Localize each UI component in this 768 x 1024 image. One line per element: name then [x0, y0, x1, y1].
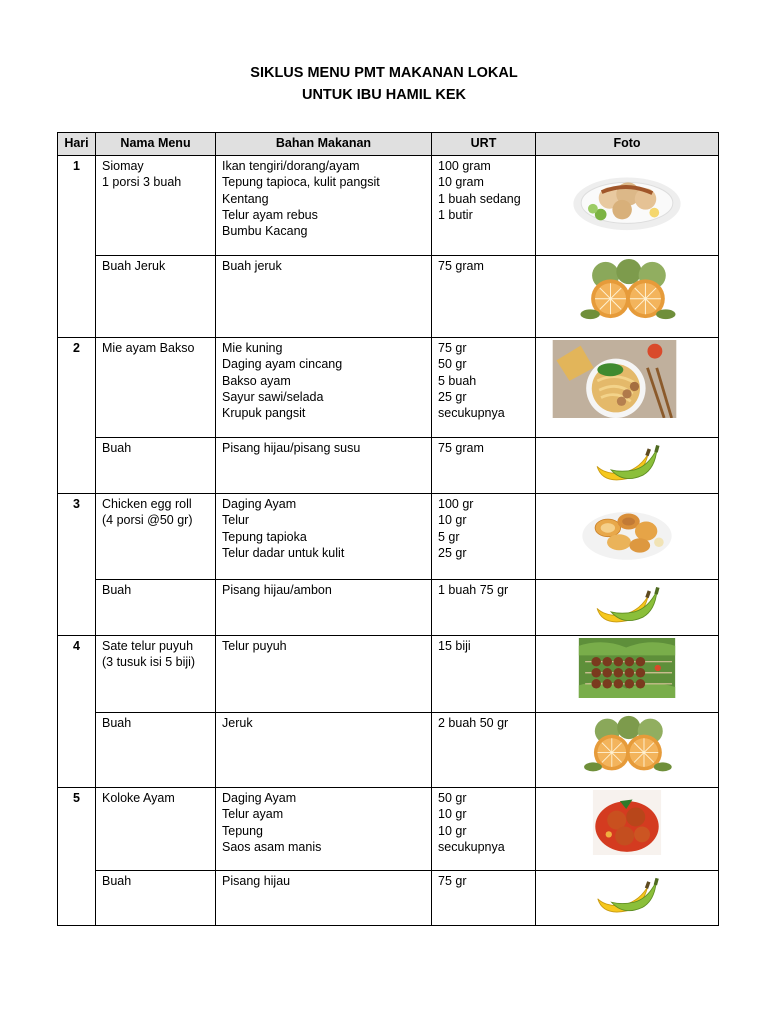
day-number: 1	[58, 156, 96, 338]
text-line: Tepung	[222, 823, 264, 838]
text-line: 10 gram	[438, 175, 484, 190]
menu-name-cell	[96, 871, 216, 926]
menu-name-cell	[96, 256, 216, 338]
table-row	[58, 871, 719, 926]
banana-photo	[542, 582, 712, 626]
table-header-row	[58, 133, 719, 156]
day-number: 5	[58, 788, 96, 926]
ingredients-cell	[216, 256, 432, 338]
menu-name-cell	[96, 788, 216, 871]
photo-cell	[536, 713, 719, 788]
koloke-photo	[542, 790, 712, 855]
day-number: 2	[58, 338, 96, 494]
banana-photo	[542, 873, 712, 916]
text-line: 1 buah sedang	[438, 191, 521, 206]
photo-cell	[536, 636, 719, 713]
header-urt: URT	[432, 133, 536, 156]
text-line: Daging ayam cincang	[222, 357, 343, 372]
text-line: Daging Ayam	[222, 497, 297, 511]
text-line: 15 biji	[438, 639, 471, 653]
text-line: Tepung tapioka	[222, 529, 307, 544]
text-line: Buah	[102, 583, 132, 597]
text-line: Krupuk pangsit	[222, 406, 306, 421]
photo-cell	[536, 871, 719, 926]
menu-name-cell	[96, 494, 216, 580]
text-line: Daging Ayam	[222, 791, 297, 805]
text-line: Siomay	[102, 159, 144, 173]
header-nama-menu: Nama Menu	[96, 133, 216, 156]
text-line: 5 gr	[438, 529, 460, 544]
text-line: Jeruk	[222, 716, 253, 730]
urt-cell	[432, 494, 536, 580]
text-line: 50 gr	[438, 791, 467, 805]
text-line: 1 buah 75 gr	[438, 583, 509, 597]
title-line-1: SIKLUS MENU PMT MAKANAN LOKAL	[250, 65, 518, 81]
text-line: Buah	[102, 716, 132, 730]
table-row	[58, 788, 719, 871]
text-line: Telur puyuh	[222, 639, 287, 653]
menu-name-cell	[96, 438, 216, 494]
text-line: Pisang hijau/pisang susu	[222, 441, 361, 455]
text-line: Telur ayam	[222, 807, 284, 822]
title-line-2: UNTUK IBU HAMIL KEK	[301, 87, 467, 103]
text-line: Buah jeruk	[222, 259, 282, 273]
ingredients-cell	[216, 636, 432, 713]
text-line: Buah	[102, 441, 132, 455]
text-line: secukupnya	[438, 839, 505, 854]
orange-photo	[542, 258, 712, 322]
menu-name-cell	[96, 580, 216, 636]
text-line: Tepung tapioca, kulit pangsit	[222, 175, 380, 190]
text-line: Chicken egg roll	[102, 497, 192, 511]
text-line: 100 gr	[438, 497, 474, 511]
table-row	[58, 494, 719, 580]
text-line: Telur	[222, 513, 250, 528]
text-line: Telur dadar untuk kulit	[222, 545, 345, 560]
text-line: Pisang hijau/ambon	[222, 583, 332, 597]
table-row	[58, 338, 719, 438]
photo-cell	[536, 788, 719, 871]
header-bahan-makanan: Bahan Makanan	[216, 133, 432, 156]
text-line: 5 buah	[438, 373, 477, 388]
text-line: Sate telur puyuh	[102, 639, 194, 653]
photo-cell	[536, 438, 719, 494]
orange-photo	[542, 715, 712, 774]
text-line: Mie kuning	[222, 341, 283, 355]
text-line: 10 gr	[438, 807, 467, 822]
text-line: (4 porsi @50 gr)	[102, 513, 193, 528]
text-line: Ikan tengiri/dorang/ayam	[222, 159, 360, 173]
table-row	[58, 438, 719, 494]
text-line: 100 gram	[438, 159, 491, 173]
urt-cell	[432, 580, 536, 636]
text-line: Sayur sawi/selada	[222, 389, 324, 404]
text-line: Mie ayam Bakso	[102, 341, 195, 355]
text-line: 75 gr	[438, 341, 467, 355]
ingredients-cell	[216, 156, 432, 256]
urt-cell	[432, 788, 536, 871]
ingredients-cell	[216, 494, 432, 580]
urt-cell	[432, 871, 536, 926]
text-line: 10 gr	[438, 823, 467, 838]
table-row	[58, 636, 719, 713]
photo-cell	[536, 156, 719, 256]
urt-cell	[432, 636, 536, 713]
table-row	[58, 256, 719, 338]
text-line: 2 buah 50 gr	[438, 716, 509, 730]
mie-ayam-photo	[542, 340, 712, 418]
menu-name-cell	[96, 156, 216, 256]
ingredients-cell	[216, 580, 432, 636]
text-line: 75 gram	[438, 259, 484, 273]
photo-cell	[536, 580, 719, 636]
document-title	[0, 62, 768, 106]
photo-cell	[536, 494, 719, 580]
sate-telur-photo	[542, 638, 712, 698]
text-line: 25 gr	[438, 389, 467, 404]
menu-table-body	[58, 156, 719, 926]
text-line: 50 gr	[438, 357, 467, 372]
text-line: Bakso ayam	[222, 373, 291, 388]
text-line: secukupnya	[438, 406, 505, 421]
menu-table	[57, 132, 719, 926]
text-line: 10 gr	[438, 513, 467, 528]
urt-cell	[432, 438, 536, 494]
table-row	[58, 156, 719, 256]
text-line: Buah	[102, 874, 132, 888]
table-row	[58, 713, 719, 788]
day-number: 4	[58, 636, 96, 788]
urt-cell	[432, 156, 536, 256]
text-line: 1 butir	[438, 207, 473, 222]
text-line: Kentang	[222, 191, 269, 206]
text-line: Pisang hijau	[222, 874, 291, 888]
text-line: 1 porsi 3 buah	[102, 175, 182, 190]
photo-cell	[536, 256, 719, 338]
urt-cell	[432, 338, 536, 438]
text-line: 25 gr	[438, 545, 467, 560]
ingredients-cell	[216, 871, 432, 926]
photo-cell	[536, 338, 719, 438]
text-line: Bumbu Kacang	[222, 224, 308, 239]
banana-photo	[542, 440, 712, 484]
header-foto: Foto	[536, 133, 719, 156]
urt-cell	[432, 713, 536, 788]
urt-cell	[432, 256, 536, 338]
ingredients-cell	[216, 438, 432, 494]
ingredients-cell	[216, 338, 432, 438]
text-line: 75 gr	[438, 874, 467, 888]
siomay-photo	[542, 158, 712, 236]
text-line: Saos asam manis	[222, 839, 322, 854]
text-line: (3 tusuk isi 5 biji)	[102, 655, 196, 670]
ingredients-cell	[216, 788, 432, 871]
text-line: Telur ayam rebus	[222, 207, 318, 222]
menu-name-cell	[96, 338, 216, 438]
table-row	[58, 580, 719, 636]
text-line: Buah Jeruk	[102, 259, 166, 273]
day-number: 3	[58, 494, 96, 636]
menu-name-cell	[96, 636, 216, 713]
text-line: Koloke Ayam	[102, 791, 175, 805]
text-line: 75 gram	[438, 441, 484, 455]
menu-name-cell	[96, 713, 216, 788]
header-hari: Hari	[58, 133, 96, 156]
egg-roll-photo	[542, 496, 712, 563]
ingredients-cell	[216, 713, 432, 788]
